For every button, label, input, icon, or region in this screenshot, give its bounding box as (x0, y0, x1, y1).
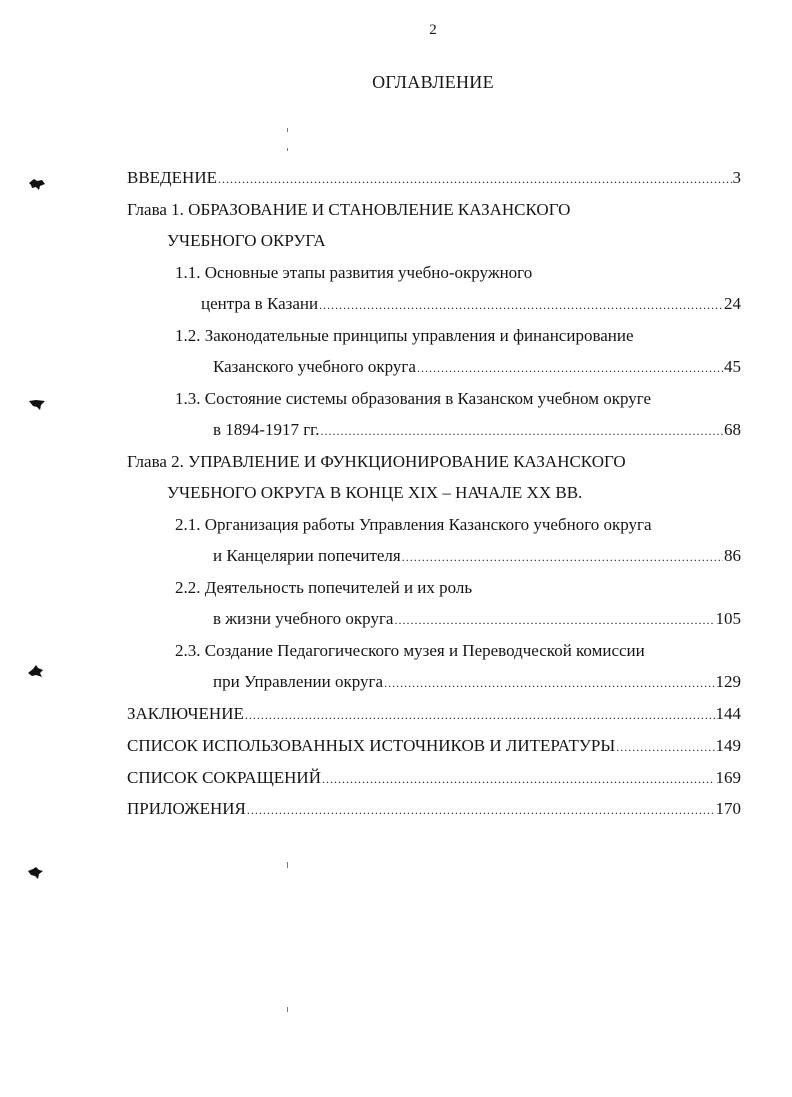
toc-entry-appendices (127, 796, 741, 822)
binder-hole-mark-icon (28, 177, 46, 191)
toc-entry-page: 3 (732, 168, 741, 187)
toc-leader-dots (245, 702, 715, 728)
toc-entry-page: 170 (715, 799, 741, 818)
toc-leader-dots (320, 418, 723, 444)
toc-entry-page: 149 (715, 736, 741, 755)
binder-hole-mark-icon (26, 866, 44, 880)
binder-hole-mark-icon (28, 398, 46, 412)
toc-entry-page: 24 (724, 294, 741, 313)
toc-entry-section-1-3 (213, 417, 741, 443)
toc-leader-dots (394, 607, 714, 633)
toc-entry-label: Казанского учебного округа (213, 357, 416, 376)
toc-leader-dots (402, 544, 723, 570)
toc-entry-abbreviations (127, 765, 741, 791)
toc-entry-label: СПИСОК ИСПОЛЬЗОВАННЫХ ИСТОЧНИКОВ И ЛИТЕРАТУРЫ (127, 736, 616, 755)
toc-entry-sources (127, 733, 741, 759)
toc-leader-dots (218, 166, 732, 192)
toc-entry-page: 86 (724, 546, 741, 565)
toc-section-2-3-title: 2.3. Создание Педагогического музея и Переводческой комиссии (175, 641, 645, 660)
toc-entry-page: 169 (715, 768, 741, 787)
toc-section-1-1-title: 1.1. Основные этапы развития учебно-окружного (175, 263, 533, 282)
toc-entry-section-1-2 (213, 354, 741, 380)
toc-leader-dots (319, 292, 723, 318)
toc-leader-dots (322, 766, 715, 792)
toc-leader-dots (417, 355, 723, 381)
scan-speck (287, 148, 288, 151)
toc-entry-label: и Канцелярии попечителя (213, 546, 401, 565)
toc-leader-dots (616, 734, 714, 760)
toc-section-2-1-title: 2.1. Организация работы Управления Казанского учебного округа (175, 515, 652, 534)
toc-entry-page: 45 (724, 357, 741, 376)
toc-chapter-2-heading-cont: УЧЕБНОГО ОКРУГА В КОНЦЕ XIX – НАЧАЛЕ XX ВВ. (167, 483, 583, 502)
toc-entry-page: 68 (724, 420, 741, 439)
toc-section-2-2-title: 2.2. Деятельность попечителей и их роль (175, 578, 473, 597)
toc-chapter-1-heading-cont: УЧЕБНОГО ОКРУГА (167, 231, 326, 250)
toc-entry-label: при Управлении округа (213, 672, 384, 691)
binder-hole-mark-icon (26, 664, 44, 678)
toc-entry-label: в жизни учебного округа (213, 609, 394, 628)
page-title: ОГЛАВЛЕНИЕ (372, 72, 494, 92)
toc-entry-section-2-1 (213, 543, 741, 569)
toc-entry-label: ЗАКЛЮЧЕНИЕ (127, 704, 244, 723)
page-number: 2 (429, 22, 437, 38)
toc-entry-page: 144 (715, 704, 741, 723)
toc-entry-section-2-3 (213, 669, 741, 695)
toc-section-1-2-title: 1.2. Законодательные принципы управления и финансирование (175, 326, 634, 345)
toc-chapter-1-heading: Глава 1. ОБРАЗОВАНИЕ И СТАНОВЛЕНИЕ КАЗАНСКОГО (127, 200, 571, 219)
scan-speck (287, 1007, 288, 1012)
toc-entry-label: СПИСОК СОКРАЩЕНИЙ (127, 768, 321, 787)
toc-entry-conclusion (127, 701, 741, 727)
toc-section-1-3-title: 1.3. Состояние системы образования в Казанском учебном округе (175, 389, 652, 408)
scan-speck (287, 862, 288, 868)
scan-speck (287, 128, 288, 132)
toc-entry-label: центра в Казани (201, 294, 319, 313)
toc-chapter-2-heading: Глава 2. УПРАВЛЕНИЕ И ФУНКЦИОНИРОВАНИЕ КАЗАНСКОГО (127, 452, 626, 471)
toc-entry-introduction (127, 165, 741, 191)
toc-entry-page: 129 (715, 672, 741, 691)
toc-leader-dots (247, 797, 715, 823)
toc-entry-page: 105 (715, 609, 741, 628)
toc-entry-label: ВВЕДЕНИЕ (127, 168, 217, 187)
toc-entry-section-1-1 (201, 291, 741, 317)
toc-leader-dots (384, 670, 714, 696)
toc-entry-label: ПРИЛОЖЕНИЯ (127, 799, 246, 818)
toc-entry-label: в 1894-1917 гг. (213, 420, 320, 439)
toc-entry-section-2-2 (213, 606, 741, 632)
